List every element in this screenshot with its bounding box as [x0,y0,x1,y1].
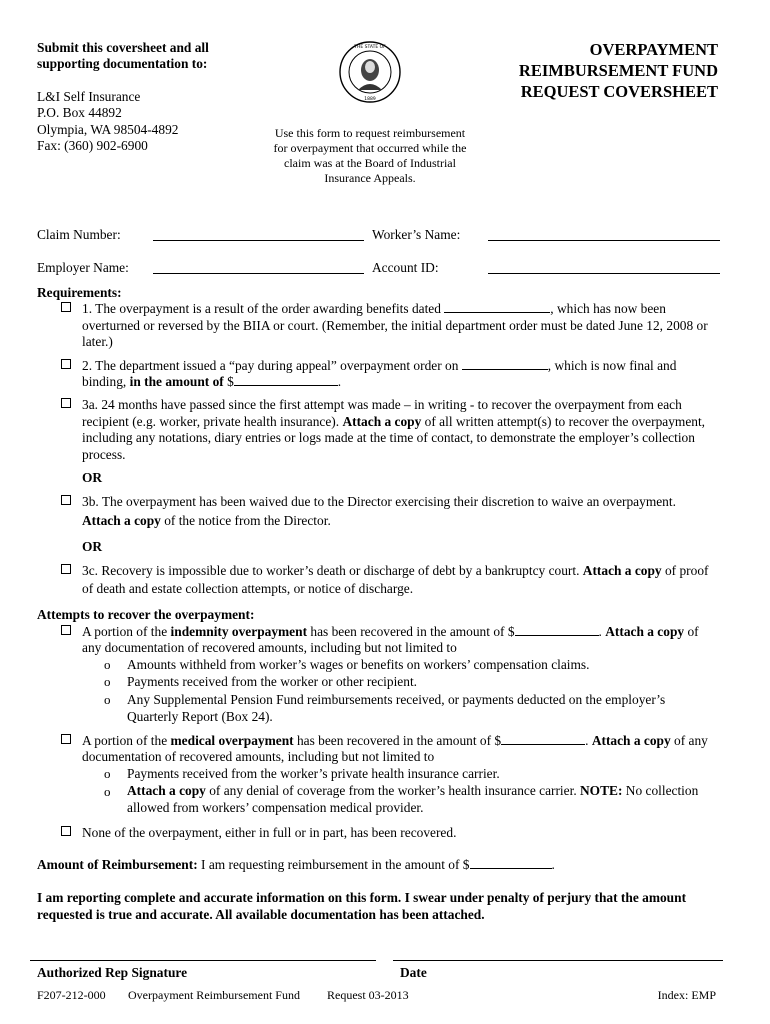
requirement-1-text: 1. The overpayment is a result of the order awarding benefits dated , which has now been [82,301,666,316]
form-title-line: OVERPAYMENT [589,40,718,59]
medical-bullet: Payments received from the worker’s private health insurance carrier. [127,766,500,781]
footer-index: Index: EMP [657,988,716,1002]
date-label: Date [400,965,427,980]
attestation-statement: I am reporting complete and accurate information on this form. I swear under penalty of perjury that the amount [37,890,687,905]
submit-instructions-line1: Submit this coversheet and all [37,40,209,55]
workers-name-field[interactable] [488,240,720,241]
address-line: L&I Self Insurance [37,89,141,104]
medical-bullet: Attach a copy of any denial of coverage from the worker’s health insurance carrier. NOTE: No collection [127,783,699,798]
svg-text:1889: 1889 [364,97,376,102]
none-recovered-text: None of the overpayment, either in full or in part, has been recovered. [82,825,457,840]
attempts-heading: Attempts to recover the overpayment: [37,607,255,622]
indemnity-recovered-amount-field[interactable] [515,624,599,636]
date-field[interactable] [393,960,723,961]
medical-recovery-text: documentation of recovered amounts, including but not limited to [82,749,435,764]
requirement-2-checkbox[interactable] [61,359,71,369]
requirement-3a-text: process. [82,447,126,462]
footer-form-name: Overpayment Reimbursement Fund [128,988,300,1002]
workers-name-label: Worker’s Name: [372,227,461,242]
instructions-line: claim was at the Board of Industrial [284,156,456,170]
requirement-3b-text: Attach a copy of the notice from the Director. [82,513,331,528]
requirement-3a-text: including any notations, diary entries or logs made at the time of contact, to demonstrate the employer’s collection [82,430,695,445]
requirement-1-text: overturned or reversed by the BIIA or court. (Remember, the initial department order must be dated June 12, 2008 or [82,318,708,333]
bullet-marker: o [104,784,111,799]
requirement-3c-text: 3c. Recovery is impossible due to worker’s death or discharge of debt by a bankruptcy court. Attach a copy of proof [82,563,709,578]
instructions-line: for overpayment that occurred while the [273,141,467,155]
requirement-3a-text: 3a. 24 months have passed since the first attempt was made – in writing - to recover the overpayment from each [82,397,682,412]
employer-name-field[interactable] [153,273,364,274]
attestation-statement: requested is true and accurate. All available documentation has been attached. [37,907,485,922]
or-separator: OR [82,539,103,554]
account-id-field[interactable] [488,273,720,274]
claim-number-label: Claim Number: [37,227,121,242]
requirement-3c-text: of death and estate collection attempts, or notice of discharge. [82,581,414,596]
svg-text:THE STATE OF: THE STATE OF [354,45,386,50]
indemnity-bullet: Amounts withheld from worker’s wages or benefits on workers’ compensation claims. [127,657,590,672]
account-id-label: Account ID: [372,260,439,275]
or-separator: OR [82,470,103,485]
requirement-1-checkbox[interactable] [61,302,71,312]
address-line: P.O. Box 44892 [37,105,122,120]
reimbursement-amount-field[interactable] [470,857,552,869]
medical-recovery-checkbox[interactable] [61,734,71,744]
bullet-marker: o [104,657,111,672]
address-line: Fax: (360) 902-6900 [37,138,148,153]
footer-form-number: F207-212-000 [37,988,106,1002]
requirements-heading: Requirements: [37,285,122,300]
form-title-line: REQUEST COVERSHEET [520,82,718,101]
amount-of-reimbursement: Amount of Reimbursement: I am requesting reimbursement in the amount of $ . [37,857,555,872]
indemnity-bullet: Quarterly Report (Box 24). [127,709,273,724]
requirement-3a-checkbox[interactable] [61,398,71,408]
indemnity-bullet: Payments received from the worker or other recipient. [127,674,418,689]
requirement-2-text: 2. The department issued a “pay during appeal” overpayment order on , which is now final and [82,358,677,373]
bullet-marker: o [104,766,111,781]
indemnity-recovery-checkbox[interactable] [61,625,71,635]
medical-recovered-amount-field[interactable] [501,733,585,745]
signature-field[interactable] [30,960,376,961]
state-seal-logo [338,40,402,104]
indemnity-recovery-text: any documentation of recovered amounts, including but not limited to [82,640,457,655]
requirement-3a-text: recipient (e.g. worker, private health insurance). Attach a copy of all written attempt(s) to recover the overpayment, [82,414,706,429]
indemnity-bullet: Any Supplemental Pension Fund reimbursements received, or payments deducted on the employer’s [127,692,666,707]
submit-instructions-line2: supporting documentation to: [37,56,208,71]
claim-number-field[interactable] [153,240,364,241]
requirement-3b-checkbox[interactable] [61,495,71,505]
employer-name-label: Employer Name: [37,260,129,275]
overpayment-amount-field[interactable] [234,374,338,386]
form-instructions [255,126,485,186]
bullet-marker: o [104,692,111,707]
footer-request: Request 03-2013 [327,988,409,1002]
medical-bullet: allowed from workers’ compensation medical provider. [127,800,424,815]
instructions-line: Insurance Appeals. [324,171,416,185]
requirement-1-text: later.) [82,334,113,349]
medical-recovery-text: A portion of the medical overpayment has been recovered in the amount of $ . Attach a copy of any [82,733,708,748]
instructions-line: Use this form to request reimbursement [274,126,466,140]
none-recovered-checkbox[interactable] [61,826,71,836]
indemnity-recovery-text: A portion of the indemnity overpayment has been recovered in the amount of $ . Attach a copy of [82,624,699,639]
benefits-order-date-field[interactable] [444,301,550,313]
requirement-3b-text: 3b. The overpayment has been waived due to the Director exercising their discretion to waive an overpayment. [82,494,676,509]
requirement-3c-checkbox[interactable] [61,564,71,574]
signature-label: Authorized Rep Signature [37,965,188,980]
requirement-2-text: binding, in the amount of $ . [82,374,342,389]
bullet-marker: o [104,674,111,689]
form-title-line: REIMBURSEMENT FUND [518,61,718,80]
address-line: Olympia, WA 98504-4892 [37,122,179,137]
overpayment-order-date-field[interactable] [462,358,548,370]
